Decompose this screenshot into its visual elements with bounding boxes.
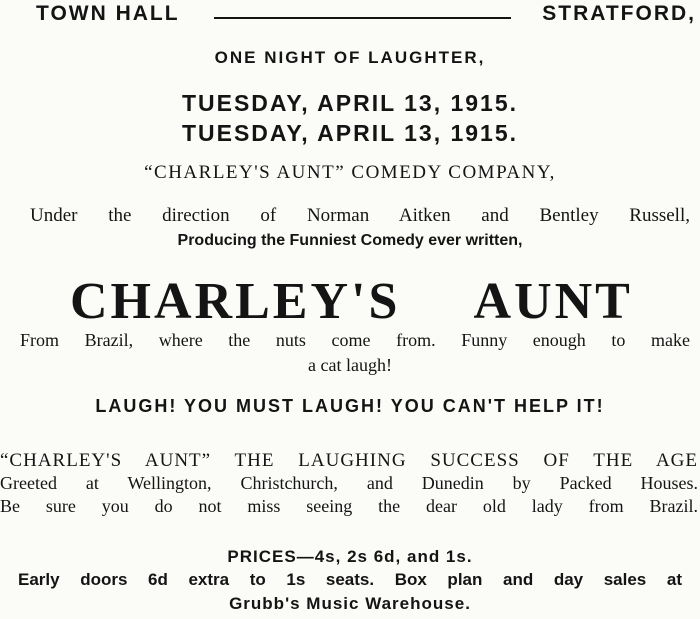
success-line-1: “CHARLEY'S AUNT” THE LAUGHING SUCCESS OF THE AGE (0, 450, 698, 471)
prices-line: PRICES—4s, 2s 6d, and 1s. (227, 547, 473, 566)
tagline-line-1: From Brazil, where the nuts come from. Funny enough to make (20, 330, 690, 350)
direction-credit: Under the direction of Norman Aitken and Bentley Russell, (30, 205, 690, 226)
night-of-laughter-heading: ONE NIGHT OF LAUGHTER, (214, 48, 486, 67)
header-row (36, 2, 696, 34)
producing-line: Producing the Funniest Comedy ever written, (177, 232, 523, 249)
event-date-line-2: TUESDAY, APRIL 13, 1915. (181, 120, 519, 146)
success-line-3: Be sure you do not miss seeing the dear old lady from Brazil. (0, 496, 698, 516)
company-name: “CHARLEY'S AUNT” COMEDY COMPANY, (144, 162, 556, 183)
venue-name: TOWN HALL (36, 2, 180, 25)
tagline-line-2: a cat laugh! (308, 355, 392, 375)
header-rule (214, 17, 511, 19)
warehouse-line: Grubb's Music Warehouse. (229, 594, 471, 613)
town-name: STRATFORD, (542, 2, 696, 25)
early-doors-line: Early doors 6d extra to 1s seats. Box plan and day sales at (18, 570, 682, 589)
laugh-slogan: LAUGH! YOU MUST LAUGH! YOU CAN'T HELP IT! (95, 396, 605, 416)
event-date-line-1: TUESDAY, APRIL 13, 1915. (181, 90, 519, 116)
show-title: CHARLEY'S AUNT (70, 273, 633, 330)
success-line-2: Greeted at Wellington, Christchurch, and Dunedin by Packed Houses. (0, 473, 698, 493)
